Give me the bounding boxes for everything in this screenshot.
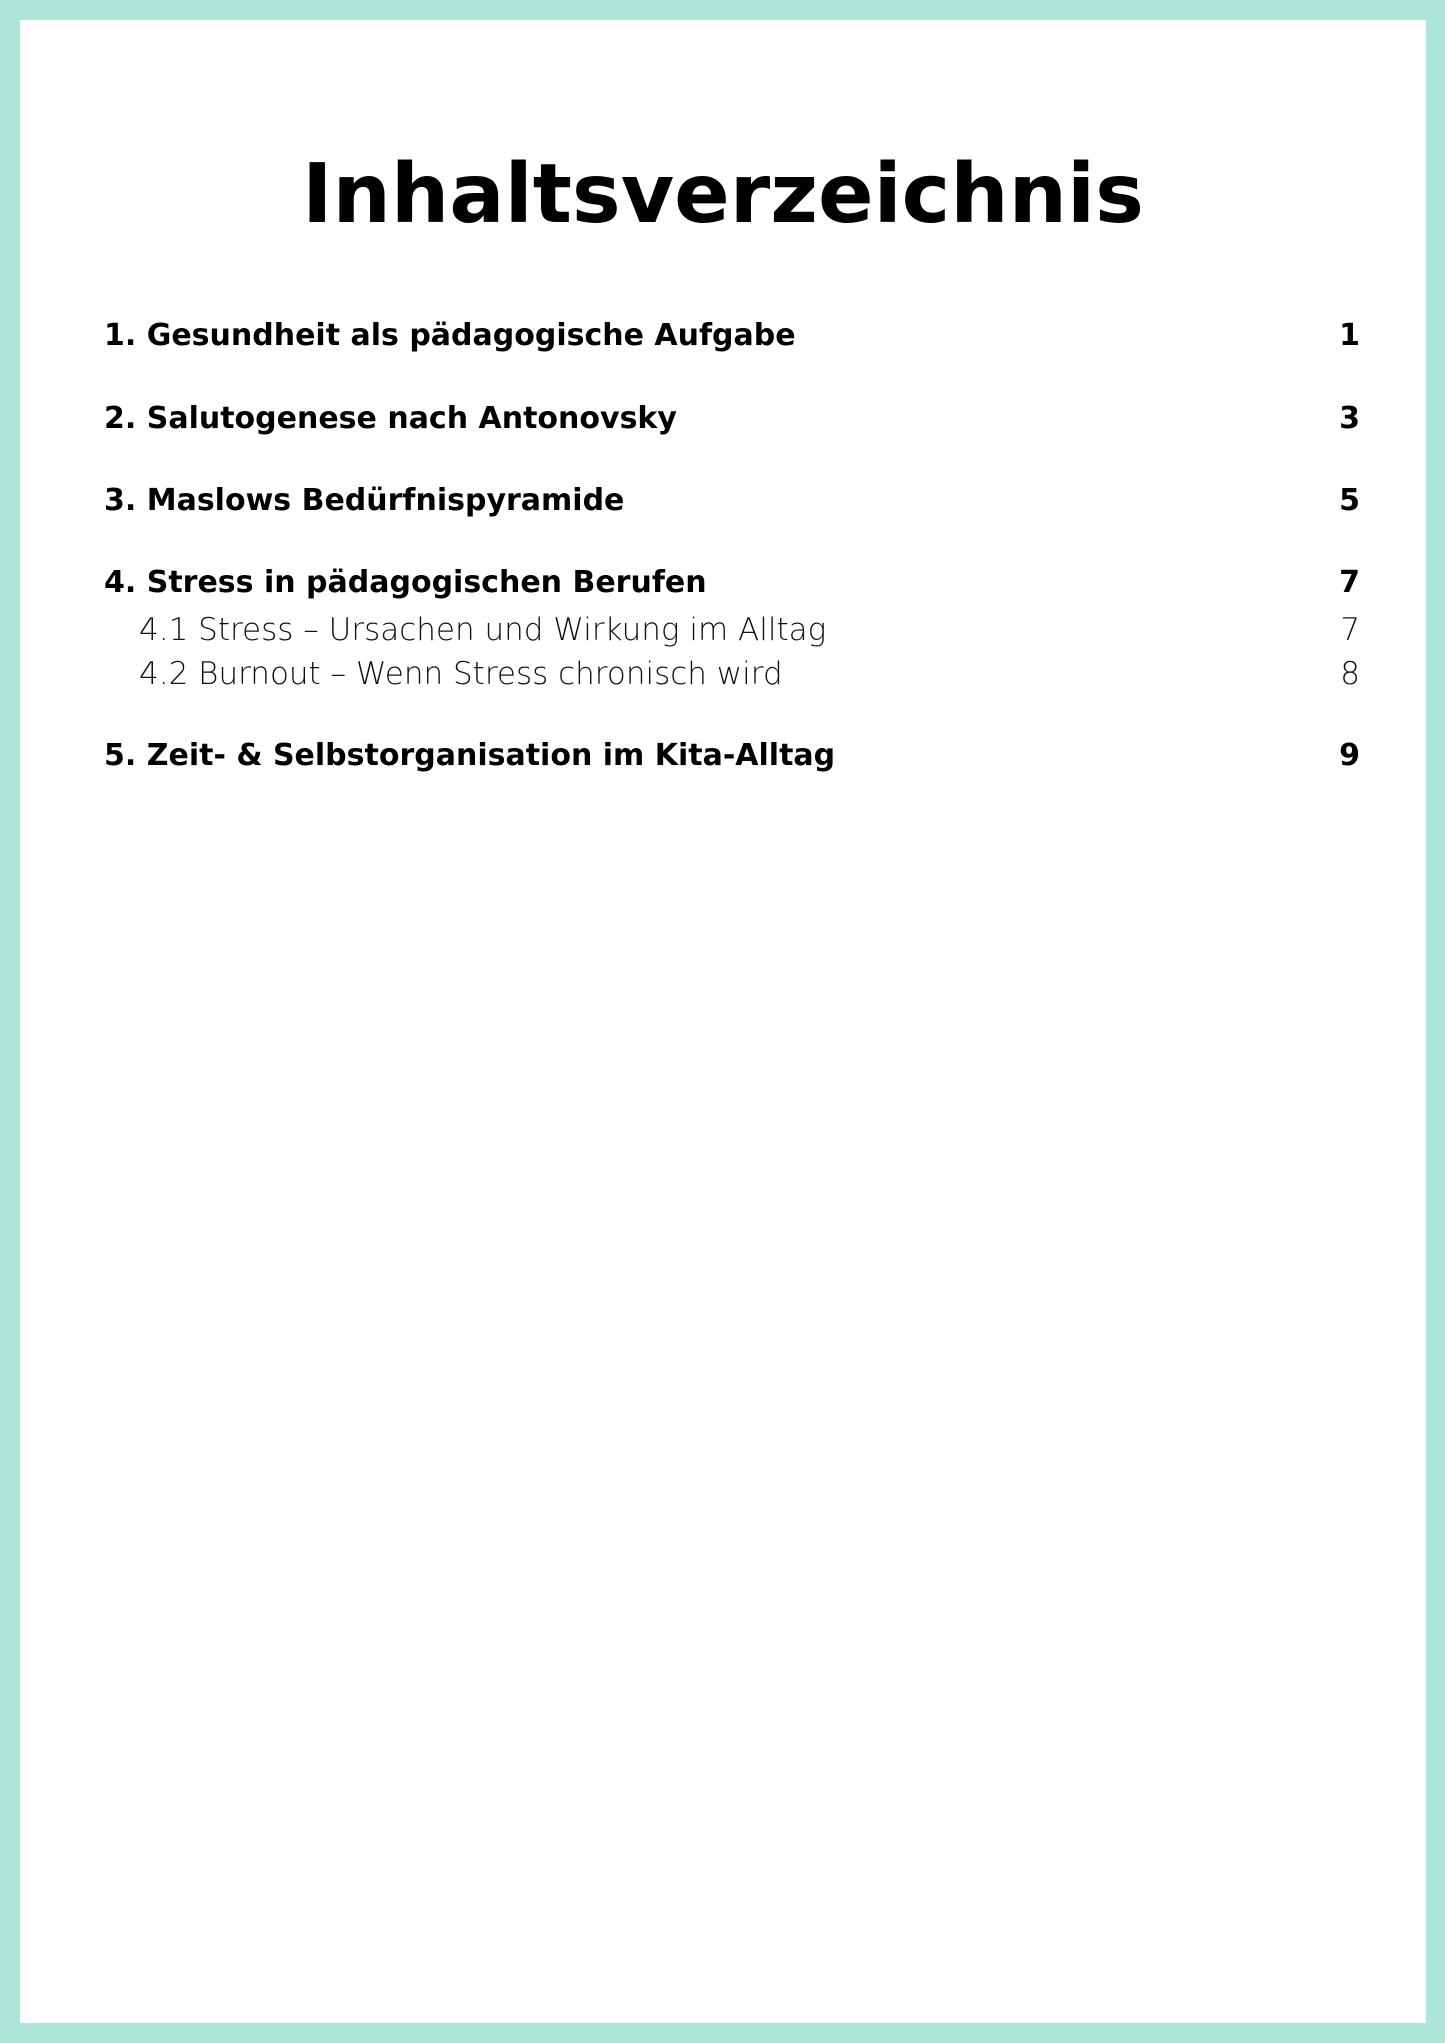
- toc-entry-page: 7: [1339, 565, 1360, 600]
- toc-entry-label: 2. Salutogenese nach Antonovsky: [104, 401, 677, 436]
- toc-entry-2[interactable]: [104, 399, 1360, 439]
- toc-entry-page: 3: [1339, 401, 1360, 436]
- toc-entry-1[interactable]: [104, 316, 1360, 356]
- toc-entry-3[interactable]: [104, 481, 1360, 521]
- toc-entry-label: 5. Zeit- & Selbstorganisation im Kita-Alltag: [104, 738, 836, 773]
- toc-entry-4[interactable]: [104, 563, 1360, 603]
- toc-subentry-4-2[interactable]: [104, 654, 1360, 694]
- toc-entry-label: 1. Gesundheit als pädagogische Aufgabe: [104, 318, 796, 353]
- toc-subentry-label: 4.2 Burnout – Wenn Stress chronisch wird: [139, 656, 783, 692]
- toc-subentry-label: 4.1 Stress – Ursachen und Wirkung im Alltag: [139, 612, 827, 648]
- toc-entry-page: 5: [1339, 483, 1360, 518]
- toc-entry-page: 9: [1339, 738, 1360, 773]
- toc-entry-label: 4. Stress in pädagogischen Berufen: [104, 565, 707, 600]
- toc-subentry-page: 8: [1340, 656, 1360, 692]
- toc-entry-5[interactable]: [104, 736, 1360, 776]
- document-page: [20, 20, 1426, 2023]
- toc-entry-page: 1: [1339, 318, 1360, 353]
- toc-subentry-4-1[interactable]: [104, 610, 1360, 650]
- toc-entry-label: 3. Maslows Bedürfnispyramide: [104, 483, 625, 518]
- toc-subentry-page: 7: [1340, 612, 1360, 648]
- page-title: Inhaltsverzeichnis: [302, 147, 1144, 242]
